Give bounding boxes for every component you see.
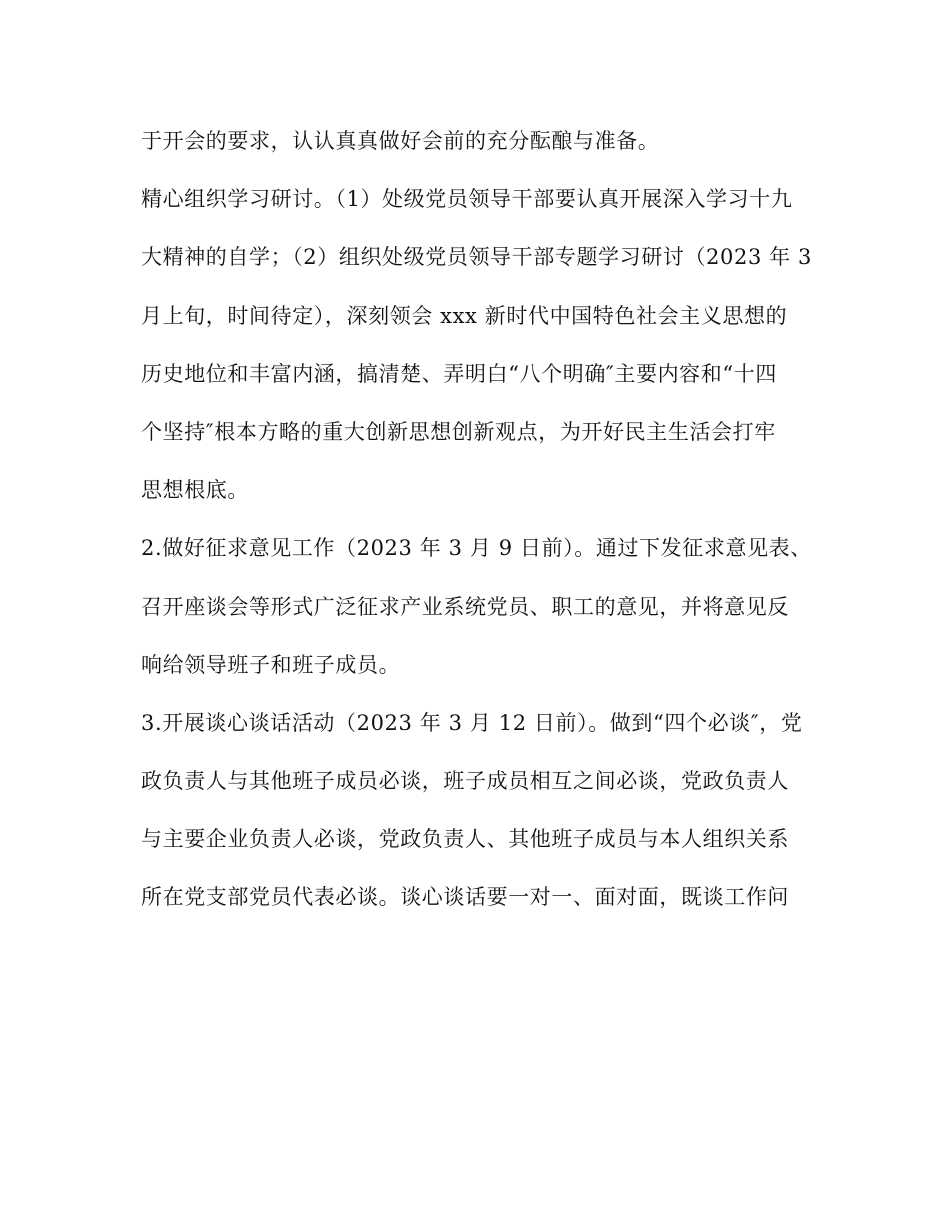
text-line: 个坚持″根本方略的重大创新思想创新观点，为开好民主生活会打牢 (141, 419, 776, 444)
text-line: 与主要企业负责人必谈，党政负责人、其他班子成员与本人组织关系 (141, 827, 789, 852)
document-body (141, 120, 821, 935)
text-line: 思想根底。 (141, 478, 249, 503)
text-line: 所在党支部党员代表必谈。谈心谈话要一对一、面对面，既谈工作问 (141, 885, 789, 910)
text-line: 精心组织学习研讨。（1）处级党员领导干部要认真开展深入学习十九 (141, 187, 793, 212)
text-line: 历史地位和丰富内涵，搞清楚、弄明白“八个明确″主要内容和“十四 (141, 361, 777, 386)
text-line: 月上旬，时间待定），深刻领会 xxx 新时代中国特色社会主义思想的 (141, 303, 788, 328)
text-line: 3.开展谈心谈话活动（2023 年 3 月 12 日前）。做到“四个必谈″，党 (141, 710, 803, 735)
text-line: 2.做好征求意见工作（2023 年 3 月 9 日前）。通过下发征求意见表、 (141, 536, 812, 561)
text-line: 大精神的自学；（2）组织处级党员领导干部专题学习研讨（2023 年 3 (141, 245, 813, 270)
text-line: 召开座谈会等形式广泛征求产业系统党员、职工的意见，并将意见反 (141, 594, 789, 619)
text-line: 于开会的要求，认认真真做好会前的充分酝酿与准备。 (141, 129, 660, 153)
text-line: 响给领导班子和班子成员。 (141, 652, 401, 677)
text-line: 政负责人与其他班子成员必谈，班子成员相互之间必谈，党政负责人 (141, 769, 789, 794)
